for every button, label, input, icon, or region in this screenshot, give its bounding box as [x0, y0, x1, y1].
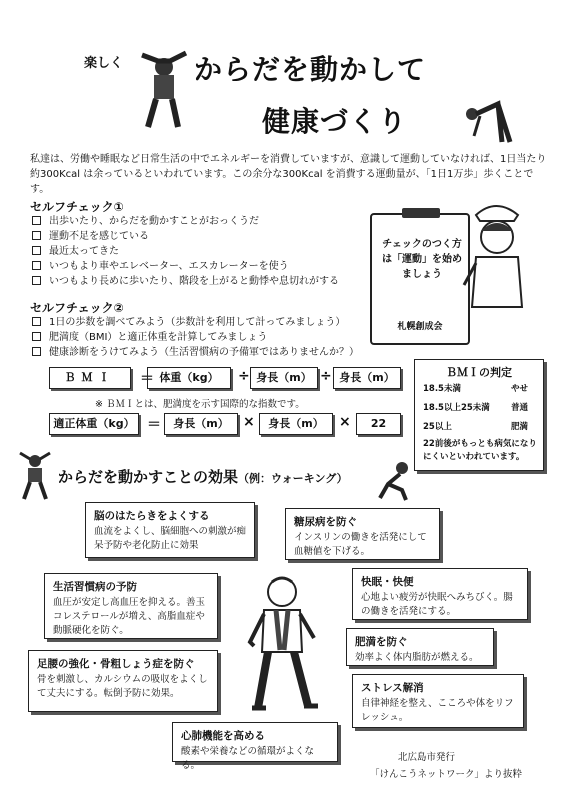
ideal-height-2: 身長（m） — [259, 413, 333, 435]
source: 「けんこうネットワーク」より抜粋 — [370, 769, 523, 780]
effect-box-cardio: 心肺機能を高める 酸素や栄養などの循環がよくなる。 — [172, 722, 338, 762]
effect-box-bones: 足腰の強化・骨粗しょう症を防ぐ 骨を刺激し、カルシウムの吸収をよくして丈夫にする。転倒予防に効果。 — [28, 650, 218, 712]
bmi-table-note: 22前後がもっとも病気になりにくいといわれています。 — [423, 439, 537, 462]
nurse-illustration — [462, 195, 530, 310]
bmi-table-row: 25以上 肥満 — [423, 422, 529, 432]
bending-person-illustration — [458, 96, 518, 144]
equals-sign: ＝ — [147, 417, 161, 433]
bmi-note: ※ ＢＭＩとは、肥満度を示す国際的な指数です。 — [95, 399, 305, 410]
equals-sign: ＝ — [140, 371, 154, 387]
checkbox — [32, 317, 41, 326]
checkbox — [32, 261, 41, 270]
check2-item: 健康診断をうけてみよう（生活習慣病の予備軍ではありませんか？） — [32, 346, 359, 360]
check1-item: 運動不足を感じている — [32, 230, 149, 244]
effects-heading: からだを動かすことの効果（例：ウォーキング） — [58, 468, 348, 486]
checkbox — [32, 276, 41, 285]
times-sign: × — [243, 414, 255, 430]
divide-sign: ÷ — [320, 368, 332, 384]
check1-item: いつもより長めに歩いたり、階段を上がると動悸や息切れがする — [32, 275, 339, 289]
checkbox — [32, 347, 41, 356]
ideal-height-1: 身長（m） — [164, 413, 238, 435]
check2-item: 1日の歩数を調べてみよう（歩数計を利用して計ってみましょう） — [32, 316, 345, 330]
bmi-table-row: 18.5以上25未満 普通 — [423, 403, 529, 413]
effect-box-brain: 脳のはたらきをよくする 血流をよくし、脳細胞への刺激が痴呆予防や老化防止に効果 — [85, 502, 255, 558]
effect-box-obesity: 肥満を防ぐ 効率よく体内脂肪が燃える。 — [346, 628, 494, 666]
checkbox — [32, 216, 41, 225]
ideal-weight-label: 適正体重（kg） — [49, 413, 139, 435]
intro-paragraph: 私達は、労働や睡眠など日常生活の中でエネルギーを消費していますが、意識して運動していなければ、1日当たり約300Kcal は余っているといわれています。この余分な300Kcal を消費する運動量が、「1日1万歩」歩くことです。 — [30, 154, 547, 195]
check1-item: 最近太ってきた — [32, 245, 119, 259]
bmi-table-row: 18.5未満 やせ — [423, 384, 529, 394]
clipboard-credit: 札幌創成会 — [397, 322, 443, 332]
divide-sign: ÷ — [238, 368, 250, 384]
bmi-height-2: 身長（m） — [333, 367, 401, 389]
effect-box-stress: ストレス解消 自律神経を整え、こころや体をリフレッシュ。 — [352, 674, 524, 728]
effect-box-sleep: 快眠・快便 心地よい疲労が快眠へみちびく。腸の働きを活発にする。 — [352, 568, 528, 620]
clipboard — [370, 213, 470, 345]
publisher: 北広島市発行 — [398, 752, 456, 763]
checkbox — [32, 231, 41, 240]
bmi-judgement-table — [414, 359, 544, 471]
check1-item: いつもより車やエレベーター、エスカレーターを使う — [32, 260, 289, 274]
bmi-label: ＢＭＩ — [49, 367, 131, 389]
squatting-person-illustration — [372, 460, 416, 502]
stretching-person-illustration — [128, 45, 200, 130]
bmi-weight: 体重（kg） — [147, 367, 231, 389]
self-check-2-title: セルフチェック② — [30, 301, 124, 315]
effect-box-diabetes: 糖尿病を防ぐ インスリンの働きを活発にして血糖値を下げる。 — [285, 508, 440, 560]
clipboard-clip — [402, 208, 440, 218]
exercising-person-illustration — [14, 449, 56, 501]
page-title-line2: 健康づくり — [262, 105, 408, 138]
ideal-factor: 22 — [356, 413, 401, 435]
effect-box-lifestyle: 生活習慣病の予防 血圧が安定し高血圧を抑える。善玉コレステロールが増え、高脂血症や動脈硬化を防ぐ。 — [44, 573, 218, 639]
self-check-1-title: セルフチェック① — [30, 200, 124, 214]
times-sign: × — [339, 414, 351, 430]
check1-item: 出歩いたり、からだを動かすことがおっくうだ — [32, 215, 259, 229]
page-title-line1: からだを動かして — [194, 53, 427, 86]
bmi-table-title: ＢＭＩの判定 — [446, 366, 512, 379]
bmi-height-1: 身長（m） — [250, 367, 318, 389]
clipboard-text: チェックのつく方は「運動」を始めましょう — [382, 239, 462, 280]
checkbox — [32, 246, 41, 255]
checkbox — [32, 332, 41, 341]
tanoshiku-label: 楽しく — [84, 56, 124, 71]
check2-item: 肥満度（BMI）と適正体重を計算してみましょう — [32, 331, 267, 345]
walking-elderly-man-illustration — [232, 572, 332, 712]
